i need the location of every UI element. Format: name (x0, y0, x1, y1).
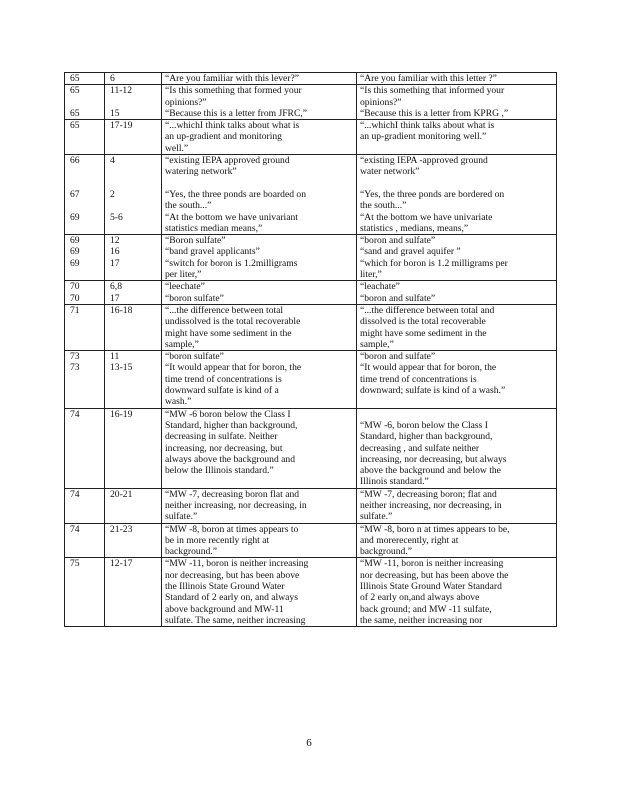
line-cell (105, 304, 162, 350)
corrected-text-cell (357, 351, 557, 408)
original-text-line: per liter,” (165, 269, 202, 281)
original-text-line: “Yes, the three ponds are boarded on (165, 188, 307, 200)
original-text-line: statistics median means,” (165, 222, 263, 234)
original-text-line: sulfate. The same, neither increasing (165, 614, 306, 626)
corrected-text-line: “Are you familiar with this letter ?” (360, 73, 497, 84)
page-line: 69 (70, 211, 80, 223)
page-line (70, 316, 101, 327)
original-text-line: Standard, higher than background, (165, 419, 298, 431)
original-text-line: nor decreasing, but has been above (165, 569, 300, 581)
line-cell (105, 73, 162, 85)
original-text-line: “Is this something that formed your (165, 85, 302, 97)
line-line (110, 465, 158, 476)
line-line (110, 316, 158, 327)
corrected-text-line: statistics , medians, means,” (360, 222, 469, 234)
corrected-text-line: “Yes, the three ponds are bordered on (360, 188, 505, 200)
line-cell (105, 408, 162, 488)
page-line (70, 328, 101, 339)
page-line (70, 592, 101, 603)
errata-row (65, 351, 557, 408)
line-line: 16-19 (110, 408, 133, 420)
page-line (70, 97, 101, 108)
line-line (110, 581, 158, 592)
corrected-text-line: “leachate” (360, 281, 400, 293)
page-line: 65 (70, 107, 80, 119)
page-line (70, 443, 101, 454)
errata-row (65, 488, 557, 523)
line-line: 21-23 (110, 523, 133, 535)
page-line (70, 200, 101, 211)
line-line (110, 223, 158, 234)
page-line (70, 374, 101, 385)
errata-table (64, 72, 557, 627)
line-line (110, 396, 158, 407)
corrected-text-cell (357, 488, 557, 523)
errata-row (65, 408, 557, 488)
original-text-line: “MW -11, boron is neither increasing (165, 558, 309, 570)
corrected-text-line: of 2 early on,and always above (360, 592, 480, 604)
page-cell (65, 408, 105, 488)
page-line: 66 (70, 155, 80, 167)
page-line: 74 (70, 408, 80, 420)
corrected-text-line: “It would appear that for boron, the (360, 362, 497, 374)
page-cell (65, 235, 105, 281)
errata-row (65, 120, 557, 155)
original-text-line: wash.” (165, 396, 192, 408)
original-text-line: “leechate” (165, 281, 205, 293)
line-line (110, 166, 158, 177)
corrected-text-line: downward; sulfate is kind of a wash.” (360, 385, 506, 397)
original-text-line: decreasing in sulfate. Neither (165, 431, 278, 443)
page-line: 69 (70, 257, 80, 269)
line-line (110, 431, 158, 442)
corrected-text-line: time trend of concentrations is (360, 373, 477, 385)
line-cell (105, 155, 162, 235)
line-line: 12-17 (110, 558, 133, 570)
line-line: 5-6 (110, 211, 123, 223)
corrected-text-line: an up-gradient monitoring well.” (360, 131, 487, 143)
original-text-line: time trend of concentrations is (165, 373, 282, 385)
line-line (110, 615, 158, 626)
page-line: 65 (70, 85, 80, 97)
errata-row (65, 155, 557, 235)
original-text-line: watering network” (165, 166, 237, 178)
original-text-line: downward sulfate is kind of a (165, 385, 279, 397)
corrected-text-line (360, 409, 553, 420)
corrected-text-cell (357, 523, 557, 558)
line-cell (105, 85, 162, 120)
original-text-line: “band gravel applicants” (165, 246, 260, 258)
corrected-text-line: background.” (360, 546, 412, 558)
line-line: 11-12 (110, 85, 133, 97)
page-cell (65, 523, 105, 558)
corrected-text-line: dissolved is the total recoverable (360, 316, 486, 328)
line-line (110, 592, 158, 603)
page-line: 73 (70, 362, 80, 374)
page-line (70, 420, 101, 431)
page-line: 73 (70, 351, 80, 363)
page-cell (65, 85, 105, 120)
corrected-text-cell (357, 73, 557, 85)
line-line: 11 (110, 351, 120, 363)
original-text-line: “switch for boron is 1.2milligrams (165, 257, 298, 269)
line-line: 2 (110, 188, 115, 200)
corrected-text-cell (357, 281, 557, 305)
corrected-text-line: increasing, nor decreasing, but always (360, 453, 507, 465)
page-line (70, 581, 101, 592)
original-text-line: opinions?” (165, 96, 207, 108)
original-text-line: above background and MW-11 (165, 603, 284, 615)
page-cell (65, 558, 105, 627)
original-text-cell (162, 558, 357, 627)
original-text-line: “boron sulfate” (165, 292, 224, 304)
corrected-text-line: “boron and sulfate” (360, 235, 436, 247)
corrected-text-line: the same, neither increasing nor (360, 614, 483, 626)
errata-row (65, 281, 557, 305)
corrected-text-line: “MW -8, boro n at times appears to be, (360, 523, 510, 535)
line-line: 15 (110, 107, 120, 119)
line-line (110, 500, 158, 511)
page-line (70, 178, 101, 189)
page-line: 74 (70, 523, 80, 535)
corrected-text-line: nor decreasing, but has been above the (360, 569, 509, 581)
corrected-text-line: sample,” (360, 338, 394, 350)
corrected-text-line: water network” (360, 166, 420, 178)
errata-row (65, 558, 557, 627)
page-line (70, 431, 101, 442)
page-line: 67 (70, 188, 80, 200)
line-line: 16 (110, 246, 120, 258)
errata-row (65, 85, 557, 120)
original-text-cell (162, 408, 357, 488)
original-text-line: “boron sulfate” (165, 351, 224, 363)
original-text-cell (162, 281, 357, 305)
line-line: 17 (110, 292, 120, 304)
original-text-line: “Are you familiar with this lever?” (165, 73, 299, 84)
page-cell (65, 120, 105, 155)
corrected-text-line: “Is this something that informed your (360, 85, 505, 97)
page-line (70, 500, 101, 511)
corrected-text-line: “which for boron is 1.2 milligrams per (360, 257, 508, 269)
page-line: 65 (70, 73, 80, 84)
corrected-text-line: “boron and sulfate” (360, 292, 436, 304)
page-line (70, 511, 101, 522)
page-line (70, 465, 101, 476)
corrected-text-cell (357, 85, 557, 120)
errata-row (65, 523, 557, 558)
original-text-cell (162, 235, 357, 281)
page-line: 75 (70, 558, 80, 570)
page-line: 69 (70, 235, 80, 247)
original-text-cell (162, 351, 357, 408)
line-cell (105, 523, 162, 558)
corrected-text-line: “...the difference between total and (360, 304, 495, 316)
line-line (110, 546, 158, 557)
original-text-cell (162, 488, 357, 523)
line-line: 17 (110, 257, 120, 269)
line-line: 12 (110, 235, 120, 247)
original-text-line: Standard of 2 early on, and always (165, 592, 298, 604)
page-line: 65 (70, 120, 80, 132)
original-text-line: background.” (165, 546, 217, 558)
corrected-text-line: the south...” (360, 200, 407, 212)
line-line (110, 570, 158, 581)
original-text-line: “MW -8, boron at times appears to (165, 523, 299, 535)
page-line: 74 (70, 488, 80, 500)
page-cell (65, 155, 105, 235)
line-line: 16-18 (110, 304, 133, 316)
line-line (110, 420, 158, 431)
line-line (110, 385, 158, 396)
page-line (70, 570, 101, 581)
original-text-line: “At the bottom we have univariant (165, 211, 298, 223)
page-line (70, 476, 101, 487)
corrected-text-line: decreasing , and sulfate neither (360, 442, 480, 454)
page-cell (65, 488, 105, 523)
line-line (110, 178, 158, 189)
page-line (70, 385, 101, 396)
line-cell (105, 281, 162, 305)
corrected-text-line: “MW -11, boron is neither increasing (360, 558, 504, 570)
original-text-line: always above the background and (165, 453, 296, 465)
original-text-cell (162, 73, 357, 85)
corrected-text-line (360, 178, 553, 189)
line-line (110, 535, 158, 546)
original-text-line: increasing, nor decreasing, but (165, 442, 283, 454)
line-line (110, 511, 158, 522)
page-line (70, 223, 101, 234)
corrected-text-line: Standard, higher than background, (360, 431, 493, 443)
original-text-cell (162, 304, 357, 350)
line-cell (105, 120, 162, 155)
original-text-line: the south...” (165, 200, 212, 212)
original-text-line: neither increasing, nor decreasing, in (165, 499, 307, 511)
corrected-text-line: and morerecently, right at (360, 534, 459, 546)
corrected-text-line: sulfate.” (360, 511, 393, 523)
line-line: 17-19 (110, 120, 133, 132)
line-line (110, 131, 158, 142)
corrected-text-line: “MW -6, boron below the Class I (360, 419, 488, 431)
line-line (110, 454, 158, 465)
original-text-line: well.” (165, 142, 189, 154)
corrected-text-line: liter,” (360, 269, 382, 281)
line-line: 20-21 (110, 488, 133, 500)
page-cell (65, 304, 105, 350)
original-text-line (165, 476, 353, 487)
corrected-text-cell (357, 558, 557, 627)
page-line (70, 615, 101, 626)
page-line (70, 269, 101, 280)
page-line (70, 454, 101, 465)
corrected-text-line: “MW -7, decreasing boron; flat and (360, 488, 497, 500)
page-line (70, 131, 101, 142)
corrected-text-line: “sand and gravel aquifer ” (360, 246, 461, 258)
line-line (110, 143, 158, 154)
line-line: 6 (110, 73, 115, 84)
original-text-line: sample,” (165, 338, 199, 350)
page-line: 69 (70, 246, 80, 258)
page-line (70, 535, 101, 546)
corrected-text-cell (357, 120, 557, 155)
line-line (110, 476, 158, 487)
page-line (70, 339, 101, 350)
line-line (110, 339, 158, 350)
corrected-text-line: “boron and sulfate” (360, 351, 436, 363)
page-line (70, 604, 101, 615)
page-cell (65, 73, 105, 85)
line-line (110, 200, 158, 211)
page-line (70, 166, 101, 177)
original-text-line: “Because this is a letter from JFRC,” (165, 107, 308, 119)
line-line (110, 443, 158, 454)
page-number: 6 (306, 737, 312, 749)
line-cell (105, 351, 162, 408)
corrected-text-cell (357, 235, 557, 281)
page-line (70, 143, 101, 154)
corrected-text-line: might have some sediment in the (360, 327, 487, 339)
original-text-line: sulfate.” (165, 511, 198, 523)
line-line: 4 (110, 155, 115, 167)
original-text-cell (162, 85, 357, 120)
corrected-text-line: “...whichI think talks about what is (360, 120, 495, 132)
page-line: 70 (70, 292, 80, 304)
corrected-text-line: opinions?” (360, 96, 402, 108)
original-text-cell (162, 120, 357, 155)
page-line (70, 546, 101, 557)
errata-row (65, 304, 557, 350)
corrected-text-cell (357, 408, 557, 488)
original-text-line: below the Illinois standard.” (165, 465, 274, 477)
original-text-cell (162, 155, 357, 235)
original-text-line: “...the difference between total (165, 304, 284, 316)
corrected-text-line: “At the bottom we have univariate (360, 211, 493, 223)
original-text-line (165, 178, 353, 189)
original-text-line: “MW -7, decreasing boron flat and (165, 488, 300, 500)
corrected-text-line: above the background and below the (360, 465, 501, 477)
line-line (110, 269, 158, 280)
original-text-line: “existing IEPA approved ground (165, 155, 290, 167)
corrected-text-line (360, 143, 553, 154)
page-cell (65, 351, 105, 408)
original-text-line: “...whichI think talks about what is (165, 120, 300, 132)
original-text-line: an up-gradient and monitoring (165, 131, 282, 143)
page-line: 71 (70, 304, 80, 316)
original-text-line: might have some sediment in the (165, 327, 292, 339)
corrected-text-line: Illinois standard.” (360, 476, 429, 488)
corrected-text-cell (357, 304, 557, 350)
original-text-line: “MW -6 boron below the Class I (165, 408, 291, 420)
original-text-line: undissolved is the total recoverable (165, 316, 301, 328)
corrected-text-line (360, 396, 553, 407)
errata-row (65, 73, 557, 85)
original-text-line: “It would appear that for boron, the (165, 362, 302, 374)
original-text-line: the Illinois State Ground Water (165, 581, 285, 593)
corrected-text-line: neither increasing, nor decreasing, in (360, 499, 502, 511)
original-text-line: be in more recently right at (165, 534, 270, 546)
line-line (110, 328, 158, 339)
line-line (110, 97, 158, 108)
page-line: 70 (70, 281, 80, 293)
corrected-text-cell (357, 155, 557, 235)
errata-row (65, 235, 557, 281)
corrected-text-line: “Because this is a letter from KPRG ,” (360, 107, 509, 119)
line-line (110, 604, 158, 615)
line-line (110, 374, 158, 385)
line-line: 6,8 (110, 281, 122, 293)
page-line (70, 396, 101, 407)
line-cell (105, 235, 162, 281)
corrected-text-line: “existing IEPA -approved ground (360, 155, 488, 167)
line-cell (105, 558, 162, 627)
errata-table-body (65, 73, 557, 627)
original-text-line: “Boron sulfate” (165, 235, 226, 247)
original-text-cell (162, 523, 357, 558)
line-line: 13-15 (110, 362, 133, 374)
corrected-text-line: Illinois State Ground Water Standard (360, 581, 502, 593)
corrected-text-line: back ground; and MW -11 sulfate, (360, 603, 492, 615)
line-cell (105, 488, 162, 523)
page-cell (65, 281, 105, 305)
